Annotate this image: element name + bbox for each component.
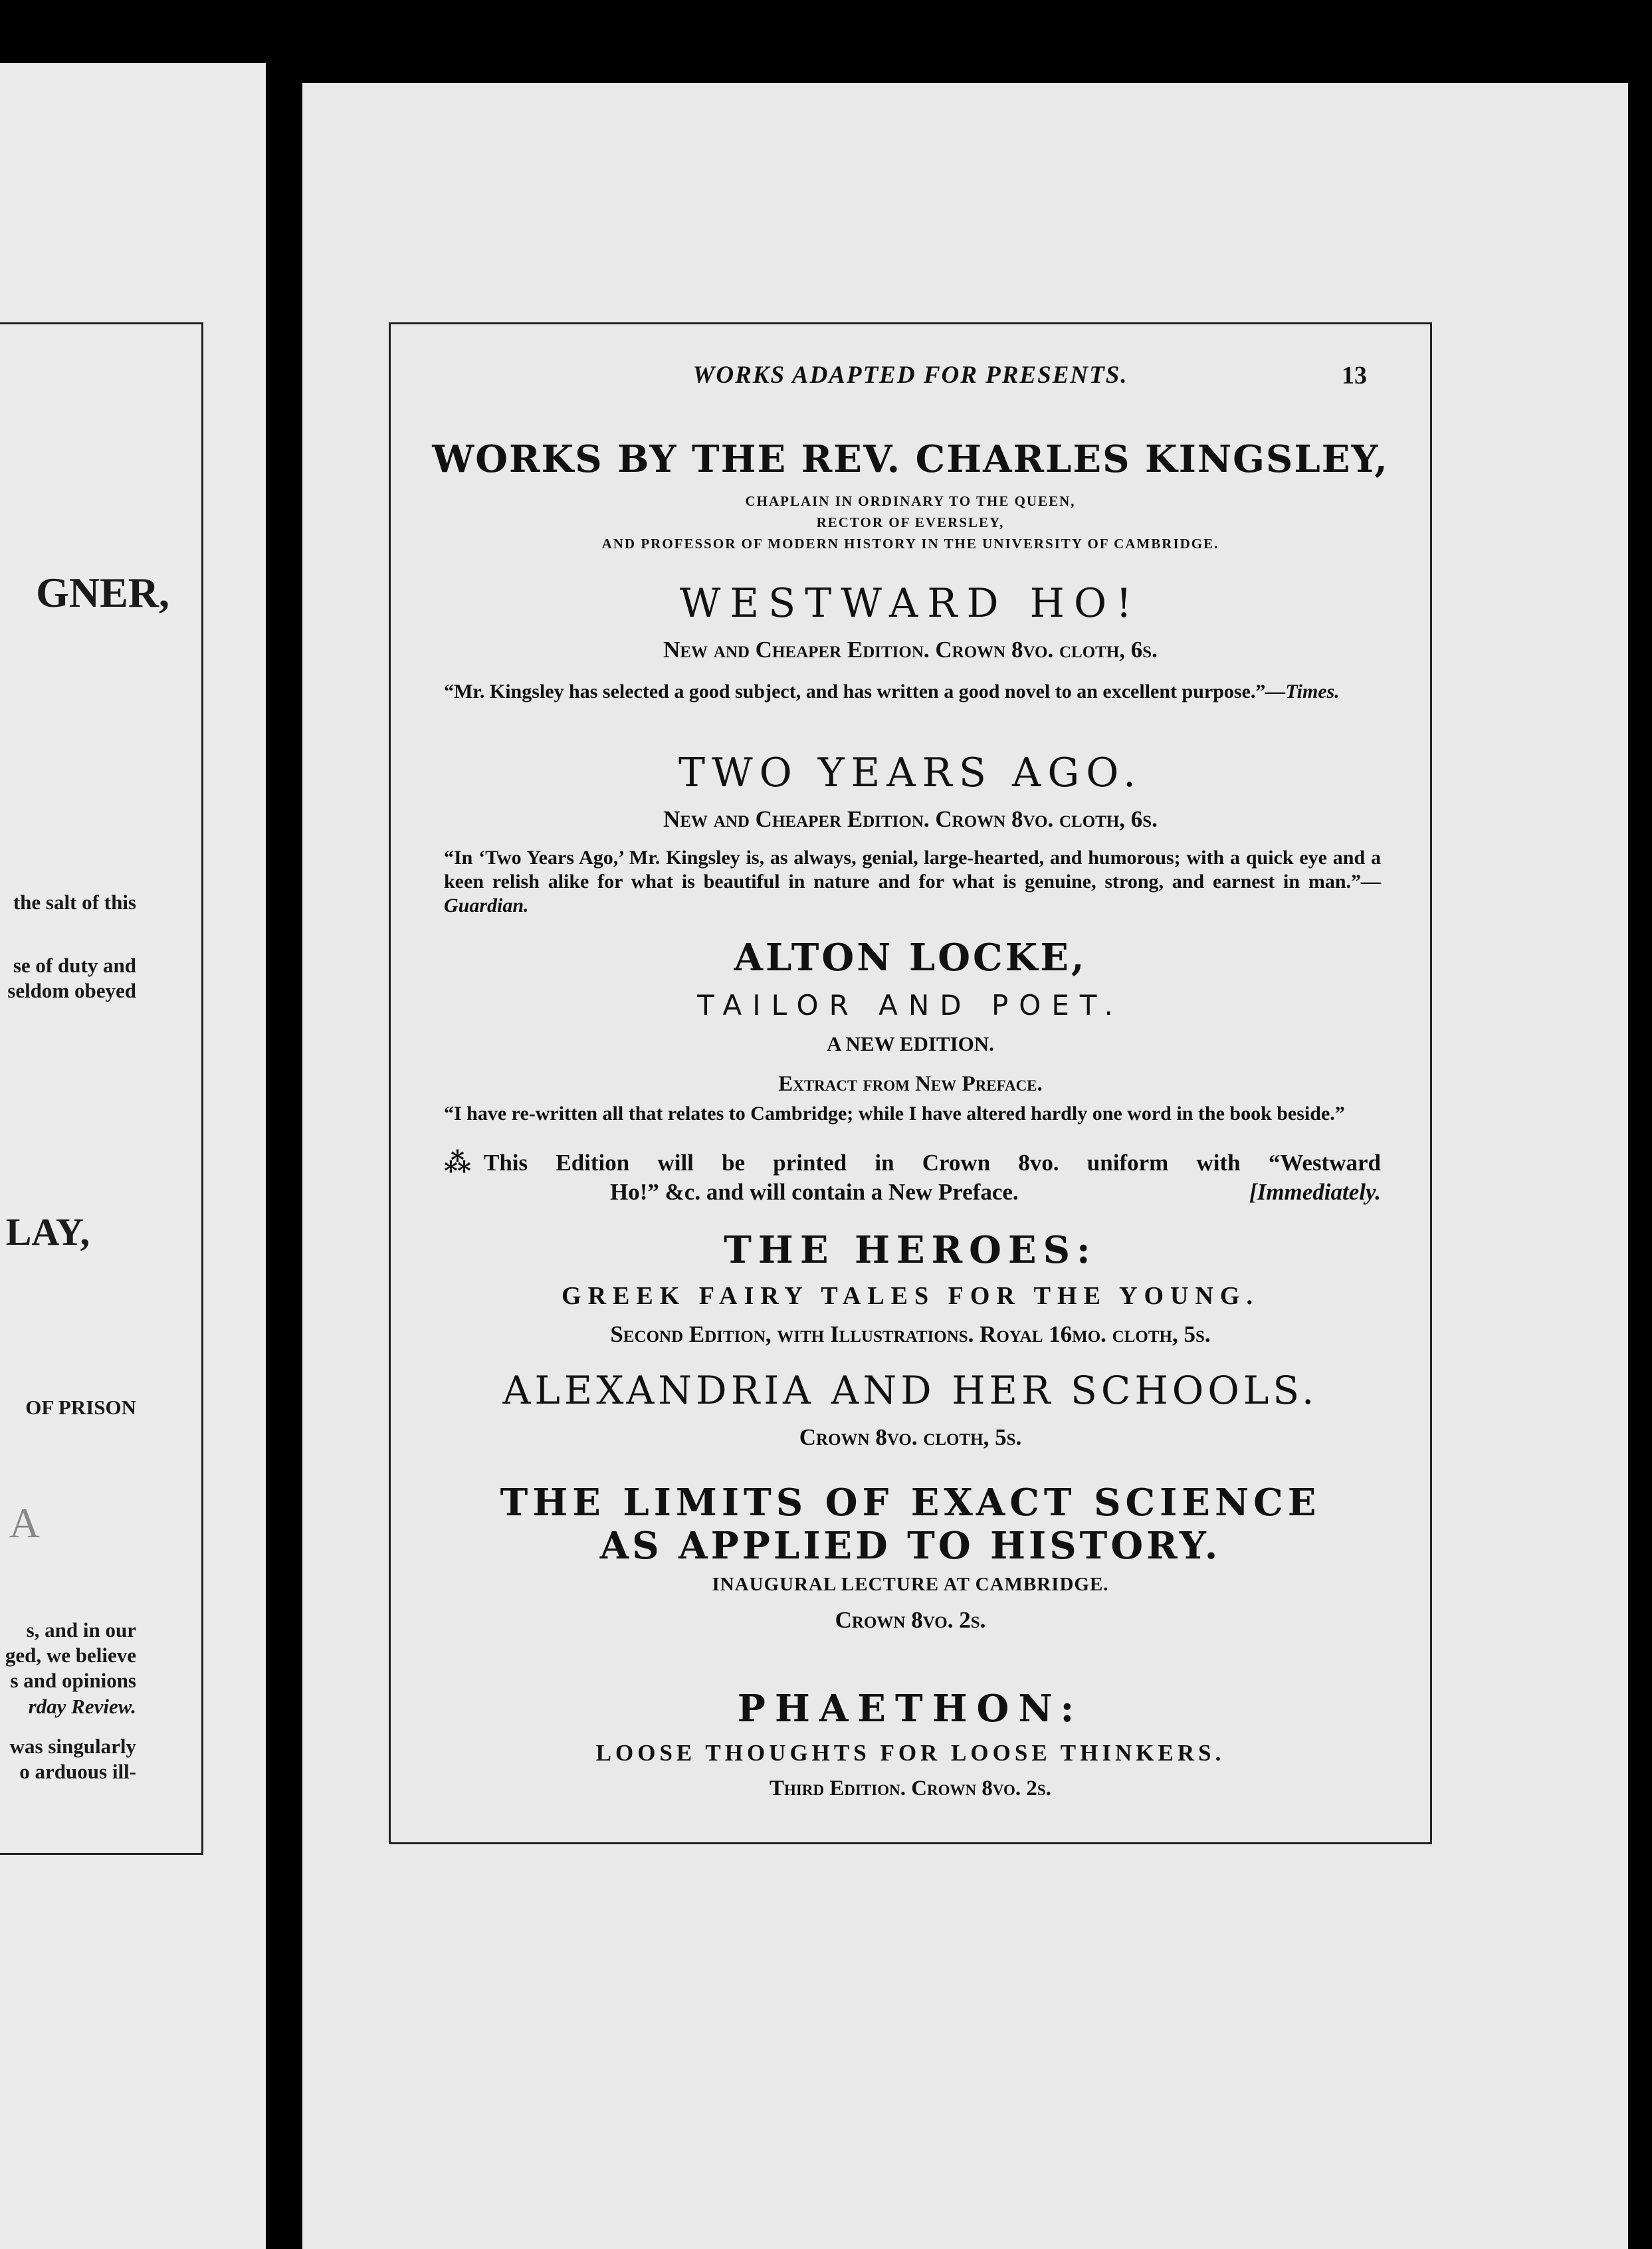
edition-info: New and Cheaper Edition. Crown 8vo. cloth, 6s. [663,637,1158,663]
edition-info: New and Cheaper Edition. Crown 8vo. cloth, 6s. [663,806,1158,832]
edition-info: A NEW EDITION. [827,1032,994,1055]
author-heading: WORKS BY THE REV. CHARLES KINGSLEY, [432,437,1389,481]
running-head-title: WORKS ADAPTED FOR PRESENTS. [692,362,1128,389]
extract-heading: Extract from New Preface. [778,1072,1043,1096]
left-fragment: seldom obeyed [7,979,136,1002]
left-fragment: OF PRISON [25,1396,136,1419]
book-title-heroes: THE HEROES: [724,1228,1097,1272]
book-title-limits-line2: AS APPLIED TO HISTORY. [599,1524,1221,1568]
quote-source: —Times. [1265,681,1340,702]
edition-note [444,1148,1381,1207]
left-fragment: the salt of this [13,891,136,914]
edition-info: Second Edition, with Illustrations. Royal 16mo. cloth, 5s. [610,1321,1211,1347]
book-subtitle: LOOSE THOUGHTS FOR LOOSE THINKERS. [595,1740,1225,1766]
edition-info: Crown 8vo. 2s. [835,1607,986,1633]
left-fragment: GNER, [36,569,169,616]
book-subtitle: GREEK FAIRY TALES FOR THE YOUNG. [562,1282,1259,1310]
author-credential: RECTOR OF EVERSLEY, [816,514,1005,530]
main-page [302,83,1628,2249]
edition-info: Crown 8vo. cloth, 5s. [799,1424,1022,1450]
left-fragment: LAY, [5,1210,90,1253]
book-title-limits: THE LIMITS OF EXACT SCIENCE [500,1481,1321,1525]
left-fragment: o arduous ill- [19,1760,136,1783]
running-head [391,361,1430,394]
author-credential: AND PROFESSOR OF MODERN HISTORY IN THE UNIVERSITY OF CAMBRIDGE. [601,536,1219,552]
review-quote [444,846,1381,918]
quote-text: “Mr. Kingsley has selected a good subject, and has written a good novel to an excellent purpose.” [444,681,1266,702]
page-number: 13 [1342,362,1367,389]
left-fragment: s, and in our [26,1618,136,1642]
left-fragment: rday Review. [28,1695,136,1718]
review-quote [444,680,1381,704]
left-fragment: s and opinions [10,1669,136,1692]
book-subtitle: TAILOR AND POET. [697,989,1124,1021]
book-gutter [266,0,302,2249]
quote-source: —Guardian. [444,871,1381,916]
book-title-phaethon: PHAETHON: [737,1687,1084,1731]
left-fragment: ged, we believe [5,1644,136,1667]
book-title-alexandria: ALEXANDRIA AND HER SCHOOLS. [502,1368,1318,1413]
left-fragment: A [9,1499,40,1547]
quote-text: “In ‘Two Years Ago,’ Mr. Kingsley is, as always, genial, large-hearted, and humorous; with a quick eye and a keen relish alike for what is beautiful in nature and for what is genuine, strong, and earnest in man.” [444,847,1381,893]
left-fragment: se of duty and [13,954,136,977]
left-fragment: was singularly [9,1735,136,1758]
note-line: This Edition will be printed in Crown 8vo. uniform with “Westward [484,1150,1381,1176]
book-title-alton-locke: ALTON LOCKE, [734,936,1087,980]
preface-quote: “I have re-written all that relates to Cambridge; while I have altered hardly one word in the book beside.” [444,1103,1345,1124]
author-credential: CHAPLAIN IN ORDINARY TO THE QUEEN, [745,493,1076,509]
book-title-westward-ho: WESTWARD HO! [679,580,1142,627]
book-title-two-years-ago: TWO YEARS AGO. [678,750,1143,796]
note-line: Ho!” &c. and will contain a New Preface. [610,1179,1019,1205]
asterism-mark: ⁂ [444,1148,471,1178]
publication-status: [Immediately. [1249,1179,1381,1205]
left-facing-page [0,63,266,2249]
book-subtitle: INAUGURAL LECTURE AT CAMBRIDGE. [712,1574,1109,1595]
advertisement-frame [389,322,1432,1844]
edition-info: Third Edition. Crown 8vo. 2s. [770,1776,1051,1800]
